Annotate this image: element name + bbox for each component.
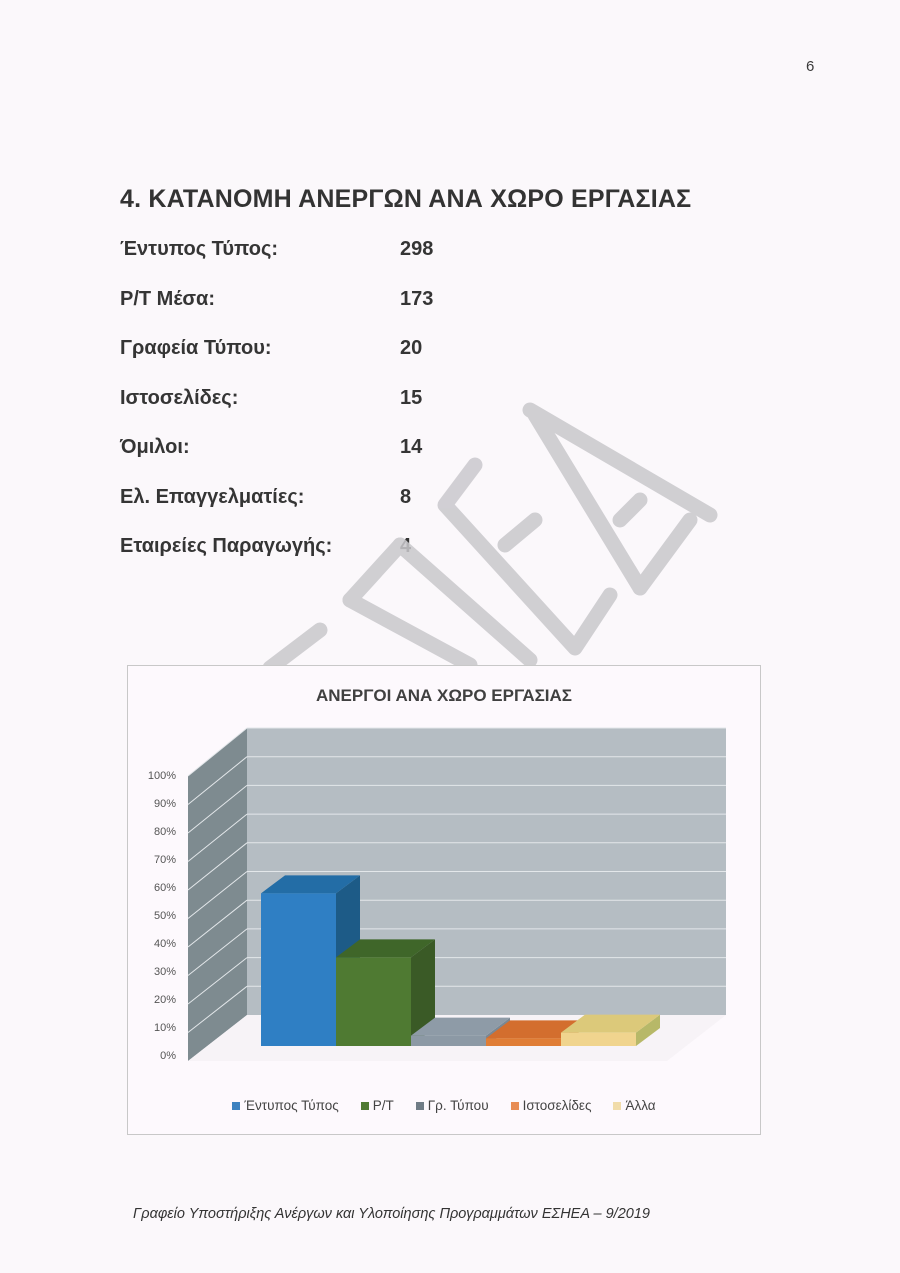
chart-plot — [128, 666, 760, 1086]
stat-label: Όμιλοι: — [120, 436, 190, 458]
legend-swatch-blue — [232, 1102, 240, 1110]
legend-item: Γρ. Τύπου — [416, 1098, 489, 1113]
legend-item: Ιστοσελίδες — [511, 1098, 592, 1113]
stat-value: 8 — [400, 485, 412, 508]
legend-swatch-green — [361, 1102, 369, 1110]
y-tick: 30% — [153, 966, 176, 978]
section-title: 4. ΚΑΤΑΝΟΜΗ ΑΝΕΡΓΩΝ ΑΝΑ ΧΩΡΟ ΕΡΓΑΣΙΑΣ — [120, 185, 692, 213]
stat-label: Γραφεία Τύπου: — [120, 337, 272, 359]
y-tick: 20% — [153, 994, 176, 1006]
y-tick: 70% — [153, 854, 176, 866]
y-tick: 0% — [160, 1050, 176, 1062]
stat-value: 4 — [400, 535, 412, 557]
stat-value: 14 — [400, 436, 423, 458]
chart-legend — [128, 1098, 760, 1113]
stat-label: Ιστοσελίδες: — [120, 386, 239, 409]
stat-label: Εταιρείες Παραγωγής: — [120, 535, 333, 557]
stat-value: 298 — [400, 238, 434, 260]
stat-label: Ρ/Τ Μέσα: — [120, 287, 215, 310]
y-tick: 80% — [153, 826, 176, 838]
page-footer: Γραφείο Υποστήριξης Ανέργων και Υλοποίησης Προγραμμάτων ΕΣΗΕΑ – 9/2019 — [133, 1206, 650, 1222]
legend-swatch-gray — [416, 1102, 424, 1110]
legend-swatch-yellow — [613, 1102, 621, 1110]
y-tick: 100% — [147, 770, 176, 782]
legend-swatch-orange — [511, 1102, 519, 1110]
stat-label: Έντυπος Τύπος: — [120, 238, 279, 260]
chart-title: ΑΝΕΡΓΟΙ ΑΝΑ ΧΩΡΟ ΕΡΓΑΣΙΑΣ — [315, 686, 573, 705]
y-tick: 40% — [153, 938, 176, 950]
y-tick: 50% — [153, 910, 176, 922]
y-tick: 90% — [153, 798, 176, 810]
stat-value: 173 — [400, 287, 434, 310]
stat-label: Ελ. Επαγγελματίες: — [120, 485, 305, 508]
y-tick: 60% — [153, 882, 176, 894]
stat-value: 15 — [400, 386, 423, 409]
legend-item: Άλλα — [613, 1098, 655, 1113]
stat-value: 20 — [400, 337, 423, 359]
legend-item: Έντυπος Τύπος — [232, 1098, 338, 1113]
page-number: 6 — [806, 58, 815, 75]
chart-frame — [127, 665, 761, 1135]
legend-item: Ρ/Τ — [361, 1098, 394, 1113]
y-tick: 10% — [153, 1022, 176, 1034]
